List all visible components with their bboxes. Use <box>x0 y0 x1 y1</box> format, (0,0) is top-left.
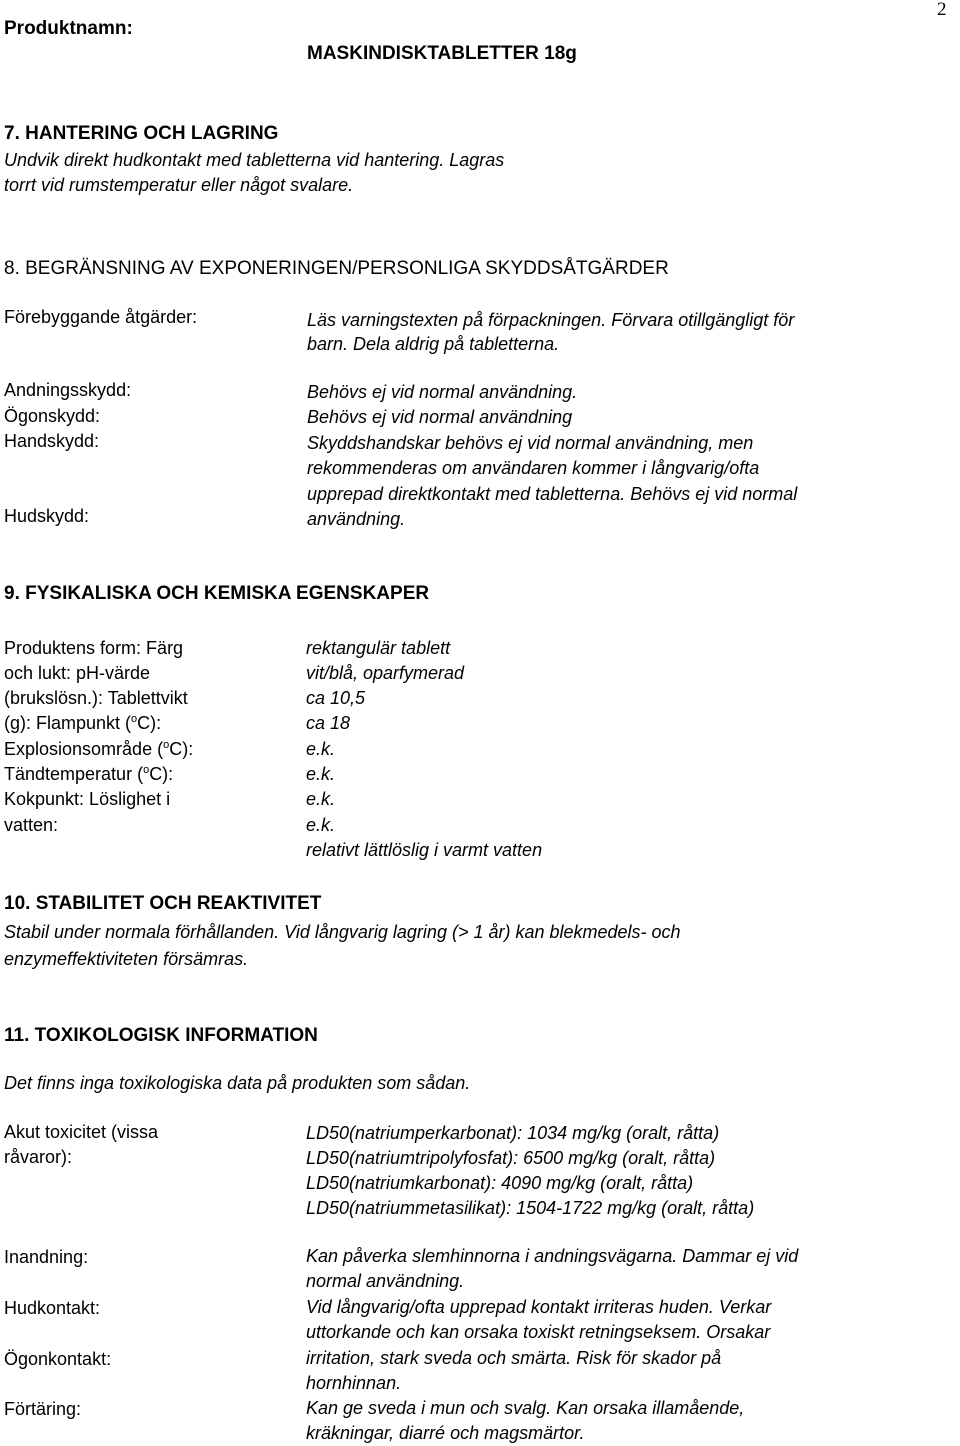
page-number: 2 <box>937 0 947 20</box>
skin-protection-label: Hudskydd: <box>4 506 90 526</box>
ingestion-value: kräkningar, diarré och magsmärtor. <box>306 1423 585 1443</box>
skin-contact-value: uttorkande och kan orsaka toxiskt retningseksem. Orsakar <box>306 1322 771 1342</box>
hand-protection-value: Skyddshandskar behövs ej vid normal användning, men <box>307 433 754 453</box>
acute-toxicity-value: LD50(natriumperkarbonat): 1034 mg/kg (oralt, råtta) <box>306 1123 720 1143</box>
property-label-unit: C): <box>149 764 174 784</box>
section-8-heading: 8. BEGRÄNSNING AV EXPONERINGEN/PERSONLIGA SKYDDSÅTGÄRDER <box>4 258 669 279</box>
property-value: ca 10,5 <box>306 688 366 708</box>
section-11-intro: Det finns inga toxikologiska data på produkten som sådan. <box>4 1073 471 1093</box>
property-label-unit: C): <box>169 739 194 759</box>
property-value: e.k. <box>306 764 336 784</box>
property-label: vatten: <box>4 815 59 835</box>
eye-contact-value: irritation, stark sveda och smärta. Risk för skador på <box>306 1348 722 1368</box>
product-name-label: Produktnamn: <box>4 18 133 39</box>
hand-protection-label: Handskydd: <box>4 431 100 451</box>
eye-contact-value: hornhinnan. <box>306 1373 402 1393</box>
degree-symbol: o <box>163 739 170 751</box>
property-label: (brukslösn.): Tablettvikt <box>4 688 188 708</box>
section-11-heading: 11. TOXIKOLOGISK INFORMATION <box>4 1025 318 1046</box>
preventive-measures-label: Förebyggande åtgärder: <box>4 307 198 327</box>
property-label <box>4 762 173 786</box>
property-label-text: (g): Flampunkt ( <box>4 713 132 733</box>
property-value: relativt lättlöslig i varmt vatten <box>306 840 543 860</box>
hand-protection-value: användning. <box>307 509 406 529</box>
acute-toxicity-value: LD50(natriumkarbonat): 4090 mg/kg (oralt, råtta) <box>306 1173 694 1193</box>
property-label: Produktens form: Färg <box>4 638 184 658</box>
acute-toxicity-label: Akut toxicitet (vissa <box>4 1122 159 1142</box>
respiratory-protection-value: Behövs ej vid normal användning. <box>307 382 578 402</box>
ingestion-value: Kan ge sveda i mun och svalg. Kan orsaka illamående, <box>306 1398 745 1418</box>
preventive-measures-value: barn. Dela aldrig på tabletterna. <box>307 334 560 354</box>
property-value: e.k. <box>306 815 336 835</box>
acute-toxicity-label: råvaror): <box>4 1147 73 1167</box>
hand-protection-value: rekommenderas om användaren kommer i långvarig/ofta <box>307 458 760 478</box>
section-7-text: Undvik direkt hudkontakt med tabletterna vid hantering. Lagras <box>4 150 505 170</box>
property-value: rektangulär tablett <box>306 638 451 658</box>
inhalation-value: Kan påverka slemhinnorna i andningsvägarna. Dammar ej vid <box>306 1246 799 1266</box>
section-10-text: enzymeffektiviteten försämras. <box>4 949 249 969</box>
property-value: vit/blå, oparfymerad <box>306 663 465 683</box>
acute-toxicity-value: LD50(natriummetasilikat): 1504-1722 mg/kg (oralt, råtta) <box>306 1198 755 1218</box>
preventive-measures-value: Läs varningstexten på förpackningen. Förvara otillgängligt för <box>307 310 795 330</box>
eye-contact-label: Ögonkontakt: <box>4 1349 112 1369</box>
respiratory-protection-label: Andningsskydd: <box>4 380 132 400</box>
property-value: e.k. <box>306 789 336 809</box>
degree-symbol: o <box>131 713 138 725</box>
property-label: Kokpunkt: Löslighet i <box>4 789 171 809</box>
property-label <box>4 711 161 735</box>
skin-contact-value: Vid långvarig/ofta upprepad kontakt irriteras huden. Verkar <box>306 1297 772 1317</box>
property-label-text: Explosionsområde ( <box>4 739 164 759</box>
property-value: ca 18 <box>306 713 351 733</box>
acute-toxicity-value: LD50(natriumtripolyfosfat): 6500 mg/kg (oralt, råtta) <box>306 1148 716 1168</box>
inhalation-value: normal användning. <box>306 1271 465 1291</box>
section-7-text: torrt vid rumstemperatur eller något svalare. <box>4 175 354 195</box>
property-value: e.k. <box>306 739 336 759</box>
hand-protection-value: upprepad direktkontakt med tabletterna. Behövs ej vid normal <box>307 484 798 504</box>
property-label-unit: C): <box>137 713 162 733</box>
property-label <box>4 737 193 761</box>
property-label: och lukt: pH-värde <box>4 663 151 683</box>
section-9-heading: 9. FYSIKALISKA OCH KEMISKA EGENSKAPER <box>4 583 430 604</box>
property-label-text: Tändtemperatur ( <box>4 764 144 784</box>
ingestion-label: Förtäring: <box>4 1399 82 1419</box>
inhalation-label: Inandning: <box>4 1247 89 1267</box>
section-10-heading: 10. STABILITET OCH REAKTIVITET <box>4 893 322 914</box>
degree-symbol: o <box>143 764 150 776</box>
eye-protection-label: Ögonskydd: <box>4 406 101 426</box>
product-name: MASKINDISKTABLETTER 18g <box>307 43 577 64</box>
skin-contact-label: Hudkontakt: <box>4 1298 101 1318</box>
eye-protection-value: Behövs ej vid normal användning <box>307 407 573 427</box>
section-7-heading: 7. HANTERING OCH LAGRING <box>4 123 279 144</box>
section-10-text: Stabil under normala förhållanden. Vid långvarig lagring (> 1 år) kan blekmedels- och <box>4 922 681 942</box>
